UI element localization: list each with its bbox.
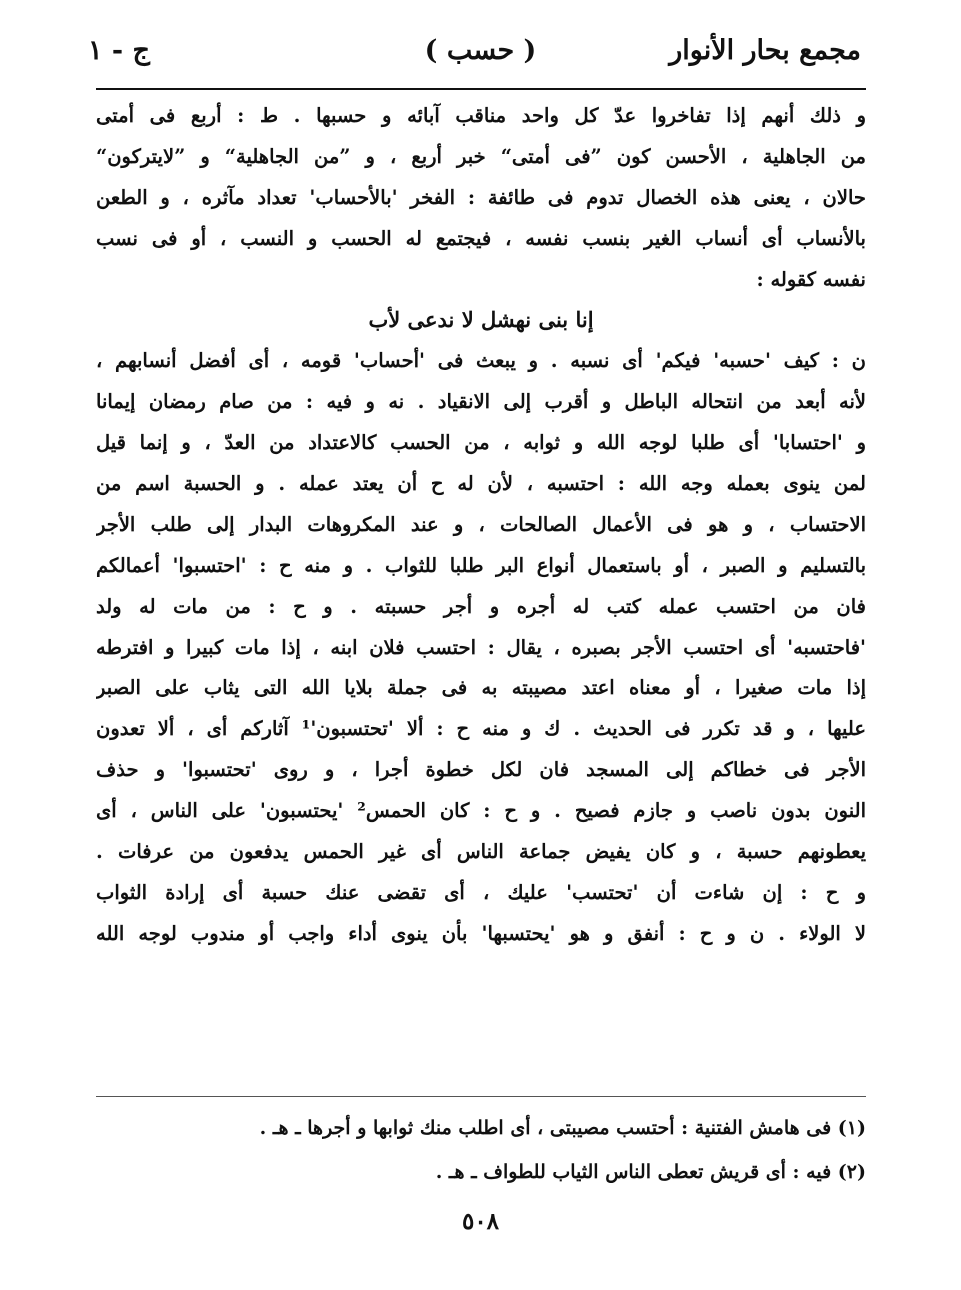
footnote-rule <box>96 1096 866 1097</box>
text-line: بالتسليم و الصبر ، أو باستعمال أنواع البر طلبا للثواب . و منه ح : 'احتسبوا' أعمالكم <box>96 553 866 577</box>
text-line: الأجر فى خطاكم إلى المسجد فان لكل خطوة أجرا ، و روى 'تحتسبوا' و حذف <box>96 758 866 782</box>
entry-word: ( حسب ) <box>424 35 537 66</box>
text-line: 'فاحتسبه' أى احتسب الأجر بصبره ، يقال : احتسب فلان ابنه ، إذا مات كبيرا و افترطه <box>96 635 866 659</box>
text-line: حالان ، يعنى هذه الخصال تدوم فى طائفة : الفخر 'بالأحساب' تعداد مآثره ، و الطعن <box>96 185 866 209</box>
text-line: إذا مات صغيرا ، أو معناه اعتد مصيبته به فى جملة بلايا الله التى يثاب على الصبر <box>96 676 866 700</box>
verse-line: إنا بنى نهشل لا ندعى لأب <box>368 307 594 333</box>
text-line: النون بدون ناصب و جازم فصيح . و ح : كان الحمس² 'يحتسبون' على الناس ، أى <box>96 799 866 823</box>
text-line: فان من احتسب عمله كتب له أجره و أجر حسبته . و ح : من مات له ولد <box>96 594 866 618</box>
text-line: و ذلك أنهم إذا تفاخروا عدّ كل واحد مناقب آبائه و حسبها . ط : أربع فى أمتى <box>96 104 866 127</box>
text-line: بالأنساب أى أنساب الغير بنسب نفسه ، فيجتمع له الحسب و النسب ، أو فى نسب <box>96 226 866 250</box>
text-line: و 'احتسابا' أى طلبا لوجه الله و ثوابه ، من الحسب كالاعتداد من العدّ ، و إنما قيل <box>96 431 866 455</box>
footnote: (٢) فيه : أى قريش تعطى الناس الثياب للطواف ـ هـ . <box>435 1161 866 1183</box>
volume-label: ج - ١ <box>88 35 150 66</box>
text-line: ن : كيف 'حسبه' فيكم' أى نسبه . و يبعث فى 'أحساب' قومه ، أى أفضل أنسابهم ، <box>96 349 866 373</box>
footnotes <box>96 1106 866 1194</box>
text-line: الاحتساب ، و هو فى الأعمال الصالحات ، و عند المكروهات البدار إلى طلب الأجر <box>96 512 866 536</box>
header-rule <box>96 88 866 90</box>
book-title: مجمع بحار الأنوار <box>669 35 861 66</box>
text-line: لا الولاء . ن و ح : أنفق و هو 'يحتسبها' بأن ينوى أداء واجب أو مندوب لوجه الله <box>96 921 866 945</box>
page-number: ٥٠٨ <box>461 1208 500 1235</box>
text-line: نفسه كقوله : <box>756 267 866 291</box>
main-text <box>96 96 866 955</box>
text-line: عليها ، و قد تكرر فى الحديث . ك و منه ح : ألا 'تحتسبون'¹ آثاركم أى ، ألا تعدون <box>96 717 866 741</box>
text-line: و ح : إن شاءت أن 'تحتسب' عليك ، أى تقضى عنك حسبة أى إرادة الثواب <box>96 880 866 904</box>
text-line: من الجاهلية ، الأحسن كون ”فى أمتى“ خبر أربع ، و ”من الجاهلية“ و ”لايتركون“ <box>96 144 866 168</box>
text-line: لأنه أبعد من انتحاله الباطل و أقرب إلى الانقياد . نه و فيه : من صام رمضان إيمانا <box>96 390 866 414</box>
text-line: يعطونهم حسبة ، و كان يفيض جماعة الناس أى غير الحمس يدفعون من عرفات . <box>96 840 866 864</box>
text-line: لمن ينوى بعمله وجه الله : احتسبه ، لأن له ح أن يعتد عمله . و الحسبة اسم من <box>96 472 866 496</box>
footnote: (١) فى هامش الفتنية : أحتسب مصيبتى ، أى اطلب منك ثوابها و أجرها ـ هـ . <box>259 1117 866 1139</box>
